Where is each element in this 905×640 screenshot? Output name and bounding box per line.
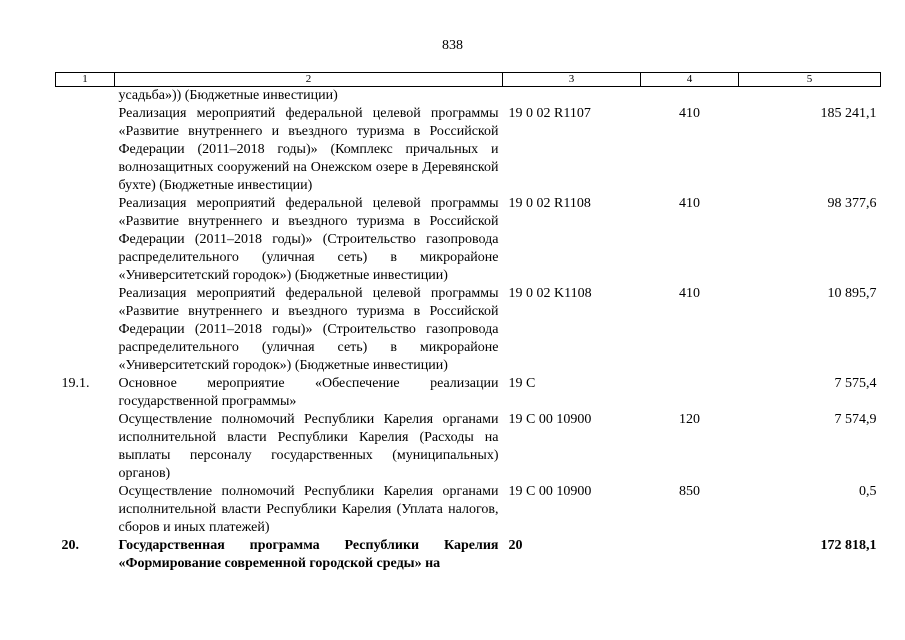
row-number bbox=[56, 483, 115, 537]
row-number: 19.1. bbox=[61, 376, 90, 391]
row-expense-type: 850 bbox=[679, 484, 700, 499]
row-number bbox=[56, 87, 115, 106]
table-row bbox=[56, 375, 881, 411]
row-expense-type: 410 bbox=[679, 196, 700, 211]
table-row bbox=[56, 411, 881, 483]
row-code: 20 bbox=[508, 538, 523, 553]
row-expense-type: 120 bbox=[679, 412, 700, 427]
row-number bbox=[56, 195, 115, 285]
row-expense-type: 410 bbox=[679, 286, 700, 301]
column-header-3: 3 bbox=[503, 73, 641, 87]
row-amount: 7 575,4 bbox=[834, 376, 877, 391]
table-row bbox=[56, 105, 881, 195]
column-header-4: 4 bbox=[641, 73, 739, 87]
row-description: Основное мероприятие «Обеспечение реализации государственной программы» bbox=[118, 376, 499, 409]
row-expense-type bbox=[641, 537, 739, 573]
row-amount: 10 895,7 bbox=[827, 286, 877, 301]
table-row-program bbox=[56, 537, 881, 573]
row-code: 19 0 02 R1108 bbox=[508, 196, 591, 211]
row-description: Осуществление полномочий Республики Карелия органами исполнительной власти Республики Карелия (Расходы на выплаты персоналу государственных (муниципальных) органов) bbox=[118, 412, 499, 481]
row-expense-type bbox=[641, 87, 739, 106]
row-amount: 0,5 bbox=[859, 484, 877, 499]
row-code: 19 0 02 R1107 bbox=[508, 106, 591, 121]
row-expense-type: 410 bbox=[679, 106, 700, 121]
row-number: 20. bbox=[61, 538, 79, 553]
column-header-2: 2 bbox=[115, 73, 503, 87]
row-code: 19 0 02 K1108 bbox=[508, 286, 592, 301]
table-row bbox=[56, 285, 881, 375]
row-code bbox=[503, 87, 641, 106]
row-description: Реализация мероприятий федеральной целевой программы «Развитие внутреннего и въездного туризма в Российской Федерации (2011–2018 годы)» (Строительство газопровода распределительного (уличная сеть) в микрорайоне «Университетский городок») (Бюджетные инвестиции) bbox=[118, 286, 499, 373]
row-description: Реализация мероприятий федеральной целевой программы «Развитие внутреннего и въездного туризма в Российской Федерации (2011–2018 годы)» (Комплекс причальных и волнозащитных сооружений на Онежском озере в Деревянской бухте) (Бюджетные инвестиции) bbox=[118, 106, 499, 193]
table-row bbox=[56, 483, 881, 537]
row-number bbox=[56, 285, 115, 375]
row-amount: 98 377,6 bbox=[827, 196, 877, 211]
row-amount: 172 818,1 bbox=[820, 538, 877, 553]
row-description: Осуществление полномочий Республики Карелия органами исполнительной власти Республики Карелия (Уплата налогов, сборов и иных платежей) bbox=[118, 484, 499, 535]
column-header-5: 5 bbox=[739, 73, 881, 87]
row-amount bbox=[739, 87, 881, 106]
row-description: Реализация мероприятий федеральной целевой программы «Развитие внутреннего и въездного туризма в Российской Федерации (2011–2018 годы)» (Строительство газопровода распределительного (уличная сеть) в микрорайоне «Университетский городок») (Бюджетные инвестиции) bbox=[118, 196, 499, 283]
row-number bbox=[56, 411, 115, 483]
column-number-header-row bbox=[56, 73, 881, 87]
row-expense-type bbox=[641, 375, 739, 411]
column-header-1: 1 bbox=[56, 73, 115, 87]
row-code: 19 C 00 10900 bbox=[508, 484, 592, 499]
row-description: усадьба»)) (Бюджетные инвестиции) bbox=[118, 88, 338, 103]
row-number bbox=[56, 105, 115, 195]
table-row bbox=[56, 87, 881, 106]
row-amount: 185 241,1 bbox=[820, 106, 877, 121]
budget-table bbox=[55, 72, 881, 573]
row-amount: 7 574,9 bbox=[834, 412, 877, 427]
row-code: 19 C 00 10900 bbox=[508, 412, 592, 427]
row-description: Государственная программа Республики Карелия «Формирование современной городской среды» на bbox=[118, 538, 499, 571]
page-number: 838 bbox=[442, 38, 463, 53]
table-row bbox=[56, 195, 881, 285]
row-code: 19 C bbox=[508, 376, 536, 391]
